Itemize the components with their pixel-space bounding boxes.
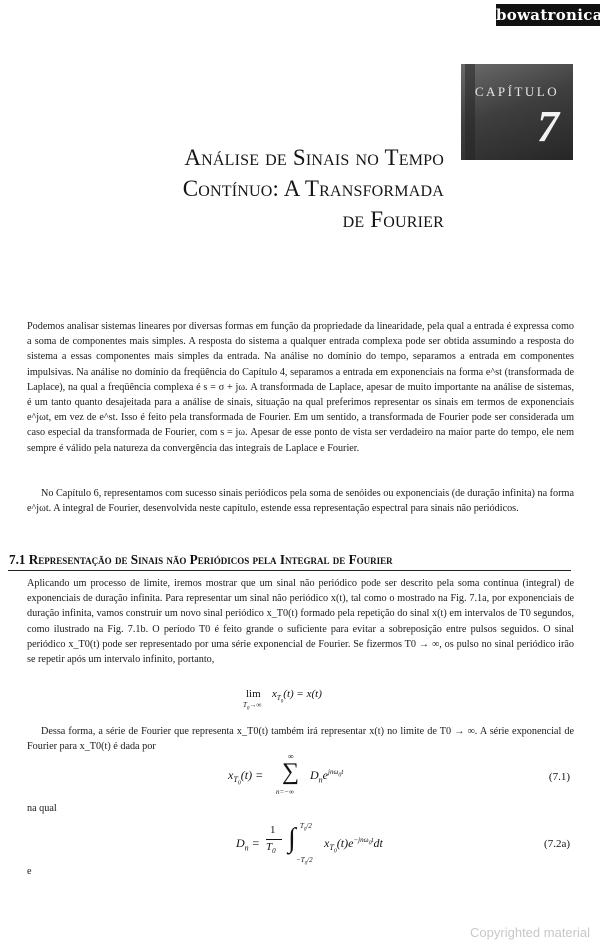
chapter-title	[24, 142, 444, 235]
limit-equation: lim $T_0\to\infty$ $x_{T_0}(t) = x(t)$	[243, 688, 322, 712]
chapter-title-line: Análise de Sinais no Tempo	[184, 145, 444, 170]
equation-7-2a: $D_n$ = 1 $T_0$ ∫ $T_0/2$ $-T_0/2$ $x_{T_0}(t)e^{-jn\omega_0t}dt$	[236, 822, 383, 867]
publisher-watermark: bowatronica	[496, 6, 603, 24]
chapter-box	[461, 64, 573, 160]
label-e: e	[27, 866, 32, 877]
section-title: 7.1 Representação de Sinais não Periódicos pela Integral de Fourier	[9, 552, 393, 567]
intro-paragraph-2: No Capítulo 6, representamos com sucesso sinais periódicos pela soma de senóides ou exponenciais (de duração infinita) na forma e^jωt. A integral de Fourier, desenvolvida neste capítulo, estende essa representação espectral para sinais não periódicos.	[27, 488, 574, 515]
chapter-number: 7	[537, 102, 559, 151]
copyright-notice: Copyrighted material	[470, 925, 590, 940]
chapter-label: CAPÍTULO	[474, 84, 560, 99]
equation-number-7-2a: (7.2a)	[544, 838, 570, 850]
chapter-box-strip	[465, 64, 475, 160]
section-paragraph-1: Aplicando um processo de limite, iremos mostrar que um sinal não periódico pode ser descrito pela soma contínua (integral) de exponenciais de duração infinita. Para representar um sinal não periódico x(t), tal como o mostrado na Fig. 7.1a, por exponenciais de duração infinita, vamos construir um novo sinal periódico x_T0(t) formado pela repetição do sinal x(t) em intervalos de T0 segundos, como ilustrado na Fig. 7.1b. O período T0 é feito grande o suficiente para evitar a sobreposição entre pulsos seguidos. O sinal periódico x_T0(t) pode ser representado por uma série exponencial de Fourier. Se fizermos T0 → ∞, os pulso no sinal periódico irão se repetir após um intervalo infinito, portanto,	[27, 578, 574, 666]
equation-7-1: $x_{T_0}(t)$ = ∞ ∑ n=−∞ $D_ne^{jn\omega_0t}$	[228, 752, 344, 796]
section-paragraph-2: Dessa forma, a série de Fourier que representa x_T0(t) também irá representar x(t) no limite de T0 → ∞. A série exponencial de Fourier para x_T0(t) é dada por	[27, 726, 574, 753]
label-na-qual: na qual	[27, 803, 57, 814]
chapter-title-line: de Fourier	[342, 207, 444, 232]
equation-number-7-1: (7.1)	[548, 771, 570, 783]
section-rule	[8, 570, 571, 571]
chapter-title-line: Contínuo: A Transformada	[182, 176, 444, 201]
intro-paragraph-1: Podemos analisar sistemas lineares por diversas formas em função da propriedade da linearidade, pela qual a entrada é expressa como a soma de componentes mais simples. A resposta do sistema a qualquer entrada complexa pode ser obtida assumindo a resposta do sistema a essas componentes mais simples da entrada. Na análise no domínio do tempo, separamos a entrada em componentes impulsivas. Na análise no domínio da freqüência do Capítulo 4, separamos a entrada em exponenciais na forma e^st (transformada de Laplace), na qual a freqüência complexa é s = σ + jω. A transformada de Laplace, apesar de muito importante na análise de sistemas, é um tanto quanto desajeitada para a análise de sinais, situação na qual preferimos representar os sinais em termos de exponenciais e^jωt, em vez de e^st. Isso é feito pela transformada de Fourier. Em um sentido, a transformada de Fourier pode ser considerada um caso especial da transformada de Fourier, com s = jω. Apesar de esse ponto de vista ser verdadeiro na maior parte do tempo, ele nem sempre é válido pela natureza da convergência das integrais de Laplace e Fourier.	[27, 321, 574, 454]
